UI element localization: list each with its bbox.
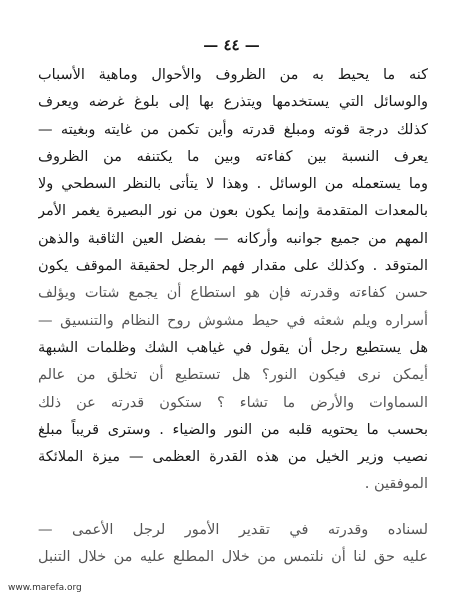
- text-line: المتوقد . وكذلك على مقدار فهم الرجل لحقيقة الموقف يكون: [38, 258, 428, 275]
- text-line: يعرف النسبة بين كفاءته وبين ما يكتنفه من الظروف: [38, 148, 428, 165]
- text-line: الموفقين .: [364, 476, 428, 493]
- text-line: كذلك درجة قوته ومبلغ قدرته وأين تكمن من غايته وبغيته —: [38, 121, 428, 138]
- text-line: هل يستطيع رجل أن يقول في غياهب الشك وظلمات الشبهة: [38, 339, 428, 356]
- text-line: حسن كفاءته وقدرته فإن هو استطاع أن يجمع شتات ويؤلف: [38, 285, 428, 302]
- text-line: المهم من جميع جوانبه وأركانه — بفضل العين الثاقبة والذهن: [38, 230, 428, 247]
- text-line: بالمعدات المتقدمة وإنما يكون بعون من نور البصيرة يغمر الأمر: [38, 203, 428, 220]
- text-line: بحسب ما يحتويه قلبه من النور والضياء . وسترى قريباً مبلغ: [38, 421, 428, 438]
- text-line: أيمكن نرى فيكون النور؟ هل تستطيع أن تخلق من عالم: [38, 367, 428, 384]
- text-line: نصيب وزير الخيل من هذه القدرة العظمى — ميزة الملائكة: [38, 449, 428, 466]
- paragraph-gap: [38, 499, 428, 517]
- text-line: وما يستعمله من الوسائل . وهذا لا يتأتى بالنظر السطحي ولا: [38, 176, 428, 193]
- text-line: والوسائل التي يستخدمها ويتذرع بها إلى بلوغ غرضه ويعرف: [38, 94, 428, 111]
- footnote-line: عليه حق لنا أن نلتمس من خلال المطلع عليه من خلال التنبل: [38, 549, 428, 566]
- text-line: أسراره ويلم شعثه في حيط مشوش روح النظام والتنسيق —: [38, 312, 428, 329]
- text-line: كنه ما يحيط به من الظروف والأحوال وماهية الأسباب: [38, 67, 428, 83]
- footnote-line: لسناده وقدرته في تقدير الأمور لرجل الأعمى —: [38, 521, 428, 538]
- page-number: — ٤٤ —: [203, 36, 260, 54]
- body-text: [38, 62, 428, 571]
- source-watermark: www.marefa.org: [8, 583, 82, 593]
- text-line: السماوات والأرض ما تشاء ؟ ستكون قدرته عن ذلك: [38, 394, 428, 411]
